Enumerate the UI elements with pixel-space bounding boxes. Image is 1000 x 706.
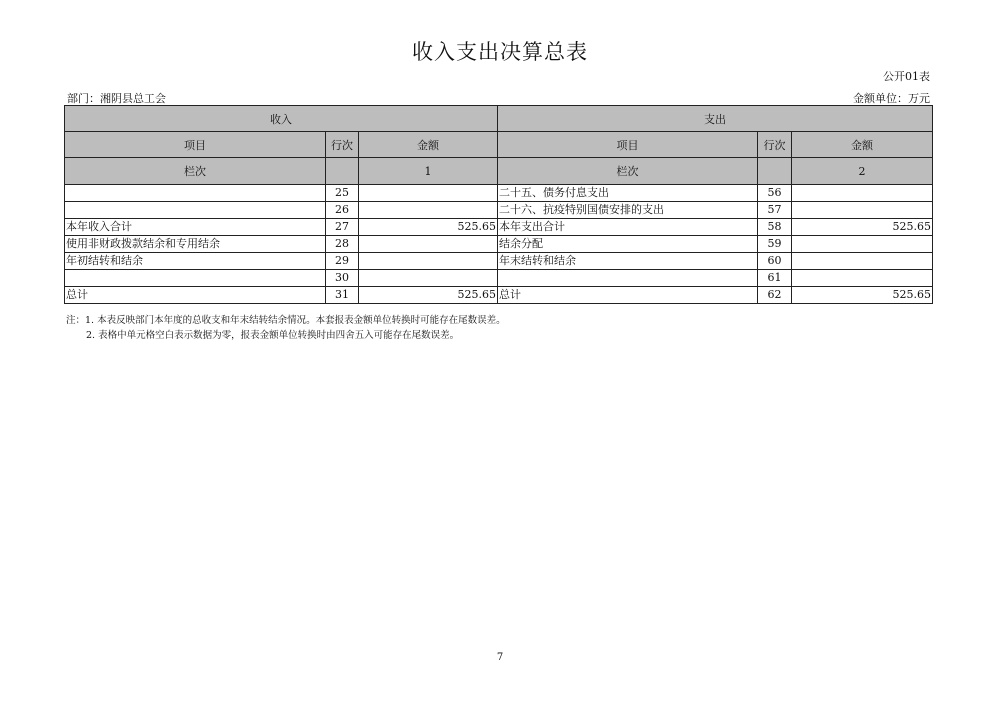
table-row	[65, 219, 933, 236]
income-row-no: 28	[326, 236, 359, 253]
table-row	[65, 185, 933, 202]
expense-row-no: 60	[758, 253, 792, 270]
income-item-header: 项目	[65, 132, 326, 158]
expense-amount	[792, 270, 933, 287]
table-row	[65, 270, 933, 287]
income-column-number: 1	[359, 158, 498, 185]
income-row-no: 26	[326, 202, 359, 219]
page-number: 7	[496, 652, 504, 663]
income-item	[65, 185, 326, 202]
table-row-total	[65, 287, 933, 304]
table-notes	[66, 313, 506, 343]
report-title: 收入支出决算总表	[412, 40, 588, 64]
income-amount	[359, 202, 498, 219]
income-expense-table	[64, 105, 933, 304]
expense-row-no: 62	[758, 287, 792, 304]
department-label: 部门：湘阴县总工会	[67, 92, 166, 105]
expense-item-header: 项目	[498, 132, 758, 158]
expense-amount: 525.65	[792, 287, 933, 304]
income-amount	[359, 270, 498, 287]
expense-amount	[792, 202, 933, 219]
table-row	[65, 253, 933, 270]
form-number: 公开01表	[883, 70, 930, 83]
note-1: 注：1. 本表反映部门本年度的总收支和年末结转结余情况。本套报表金额单位转换时可能存在尾数误差。	[66, 315, 506, 326]
amount-unit-label: 金额单位：万元	[853, 92, 930, 105]
income-item	[65, 202, 326, 219]
expense-item: 总计	[498, 287, 758, 304]
expense-amount	[792, 185, 933, 202]
income-column-label: 栏次	[65, 158, 326, 185]
income-column-blank	[326, 158, 359, 185]
expense-column-number: 2	[792, 158, 933, 185]
income-row-no: 25	[326, 185, 359, 202]
expense-column-label: 栏次	[498, 158, 758, 185]
expense-item	[498, 270, 758, 287]
expense-amount: 525.65	[792, 219, 933, 236]
income-amount	[359, 236, 498, 253]
expense-item: 年末结转和结余	[498, 253, 758, 270]
expense-row-no-header: 行次	[758, 132, 792, 158]
expense-amount	[792, 236, 933, 253]
expense-row-no: 61	[758, 270, 792, 287]
table-row	[65, 202, 933, 219]
expense-amount-header: 金额	[792, 132, 933, 158]
expense-column-blank	[758, 158, 792, 185]
income-amount: 525.65	[359, 287, 498, 304]
income-amount	[359, 185, 498, 202]
expense-row-no: 57	[758, 202, 792, 219]
table-header-row	[65, 106, 933, 132]
income-amount: 525.65	[359, 219, 498, 236]
column-number-row	[65, 158, 933, 185]
income-item: 本年收入合计	[65, 219, 326, 236]
income-row-no-header: 行次	[326, 132, 359, 158]
expense-row-no: 58	[758, 219, 792, 236]
note-2: 2. 表格中单元格空白表示数据为零，报表金额单位转换时由四舍五入可能存在尾数误差。	[86, 330, 460, 341]
income-row-no: 27	[326, 219, 359, 236]
expense-item: 本年支出合计	[498, 219, 758, 236]
expense-row-no: 59	[758, 236, 792, 253]
expense-header: 支出	[498, 106, 933, 132]
income-row-no: 31	[326, 287, 359, 304]
table-row	[65, 236, 933, 253]
expense-item: 二十五、债务付息支出	[498, 185, 758, 202]
income-header: 收入	[65, 106, 498, 132]
income-row-no: 30	[326, 270, 359, 287]
table-subheader-row	[65, 132, 933, 158]
income-item: 总计	[65, 287, 326, 304]
expense-item: 结余分配	[498, 236, 758, 253]
income-row-no: 29	[326, 253, 359, 270]
income-item: 使用非财政拨款结余和专用结余	[65, 236, 326, 253]
income-item	[65, 270, 326, 287]
expense-row-no: 56	[758, 185, 792, 202]
expense-item: 二十六、抗疫特别国债安排的支出	[498, 202, 758, 219]
income-item: 年初结转和结余	[65, 253, 326, 270]
income-amount-header: 金额	[359, 132, 498, 158]
income-amount	[359, 253, 498, 270]
expense-amount	[792, 253, 933, 270]
